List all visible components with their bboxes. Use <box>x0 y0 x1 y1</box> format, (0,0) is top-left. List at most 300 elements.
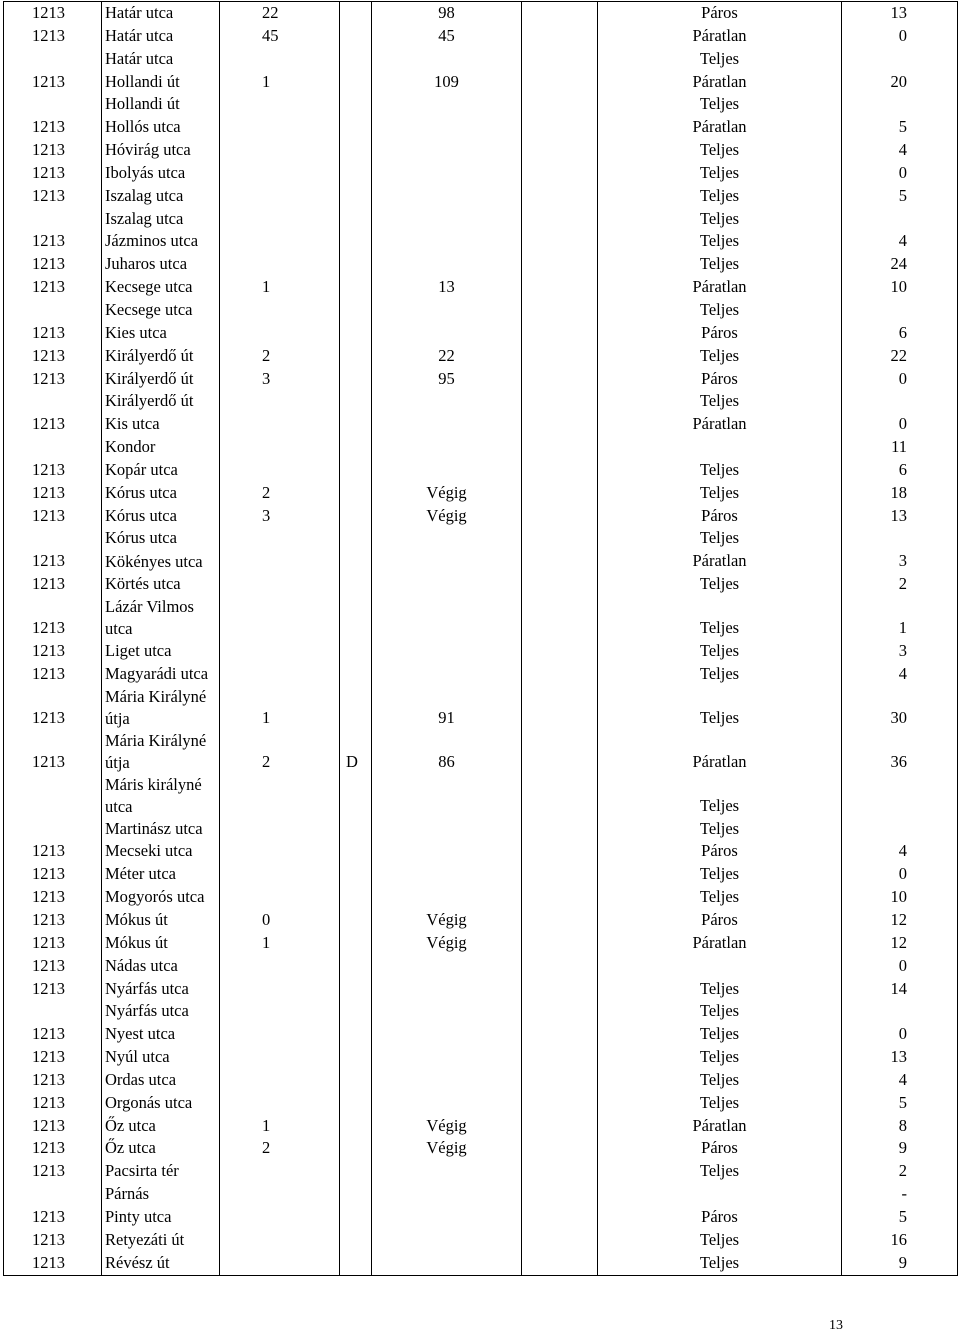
to-number-cell: Végig <box>372 932 522 955</box>
zip-cell <box>4 527 102 550</box>
to-number-cell <box>372 1206 522 1229</box>
street-name-cell: Hollandi út <box>102 71 220 94</box>
table-row <box>4 640 958 663</box>
count-cell: 5 <box>842 116 958 139</box>
parity-cell: Páratlan <box>598 932 842 955</box>
table-row <box>4 818 958 841</box>
from-suffix-cell <box>340 345 372 368</box>
table-row <box>4 596 958 640</box>
from-suffix-cell <box>340 978 372 1001</box>
zip-cell: 1213 <box>4 482 102 505</box>
street-name-cell: Nyárfás utca <box>102 1000 220 1023</box>
to-number-cell: 86 <box>372 730 522 774</box>
count-cell: 0 <box>842 863 958 886</box>
zip-cell: 1213 <box>4 230 102 253</box>
from-number-cell <box>220 1092 340 1115</box>
from-suffix-cell <box>340 116 372 139</box>
parity-cell: Teljes <box>598 1046 842 1069</box>
parity-cell: Páros <box>598 840 842 863</box>
table-row <box>4 139 958 162</box>
to-number-cell <box>372 818 522 841</box>
count-cell: 16 <box>842 1229 958 1252</box>
parity-cell: Teljes <box>598 345 842 368</box>
parity-cell: Teljes <box>598 139 842 162</box>
zip-cell: 1213 <box>4 863 102 886</box>
zip-cell: 1213 <box>4 459 102 482</box>
parity-cell: Teljes <box>598 230 842 253</box>
parity-cell: Teljes <box>598 886 842 909</box>
from-suffix-cell <box>340 1160 372 1183</box>
to-number-cell <box>372 162 522 185</box>
street-name-cell: Kórus utca <box>102 527 220 550</box>
from-number-cell <box>220 1160 340 1183</box>
to-number-cell <box>372 253 522 276</box>
zip-cell: 1213 <box>4 1092 102 1115</box>
from-suffix-cell <box>340 596 372 640</box>
to-number-cell <box>372 185 522 208</box>
street-name-cell: Méter utca <box>102 863 220 886</box>
zip-cell: 1213 <box>4 71 102 94</box>
zip-cell: 1213 <box>4 1046 102 1069</box>
to-suffix-cell <box>522 208 598 231</box>
parity-cell: Teljes <box>598 818 842 841</box>
parity-cell: Teljes <box>598 596 842 640</box>
to-number-cell <box>372 663 522 686</box>
table-row <box>4 774 958 818</box>
from-suffix-cell <box>340 1069 372 1092</box>
from-suffix-cell <box>340 886 372 909</box>
parity-cell: Páratlan <box>598 730 842 774</box>
zip-cell: 1213 <box>4 955 102 978</box>
to-suffix-cell <box>522 1092 598 1115</box>
count-cell: 2 <box>842 1160 958 1183</box>
from-number-cell <box>220 185 340 208</box>
parity-cell <box>598 955 842 978</box>
from-number-cell <box>220 1000 340 1023</box>
to-suffix-cell <box>522 1137 598 1160</box>
table-row <box>4 1252 958 1275</box>
to-number-cell <box>372 863 522 886</box>
count-cell: 12 <box>842 932 958 955</box>
from-number-cell <box>220 863 340 886</box>
table-row <box>4 208 958 231</box>
zip-cell: 1213 <box>4 413 102 436</box>
to-suffix-cell <box>522 459 598 482</box>
to-number-cell <box>372 1000 522 1023</box>
from-suffix-cell <box>340 162 372 185</box>
parity-cell: Teljes <box>598 1229 842 1252</box>
to-number-cell <box>372 436 522 459</box>
to-number-cell <box>372 1092 522 1115</box>
count-cell: 0 <box>842 955 958 978</box>
from-number-cell <box>220 459 340 482</box>
street-name-cell: Pinty utca <box>102 1206 220 1229</box>
to-number-cell <box>372 840 522 863</box>
zip-cell: 1213 <box>4 909 102 932</box>
parity-cell: Páratlan <box>598 413 842 436</box>
to-suffix-cell <box>522 230 598 253</box>
zip-cell: 1213 <box>4 2 102 25</box>
from-number-cell <box>220 322 340 345</box>
street-name-cell: Magyarádi utca <box>102 663 220 686</box>
count-cell: - <box>842 1183 958 1206</box>
from-suffix-cell <box>340 909 372 932</box>
street-name-cell: Nyest utca <box>102 1023 220 1046</box>
from-suffix-cell <box>340 2 372 25</box>
to-number-cell: 22 <box>372 345 522 368</box>
parity-cell: Páros <box>598 2 842 25</box>
table-row <box>4 1069 958 1092</box>
zip-cell: 1213 <box>4 550 102 573</box>
count-cell <box>842 299 958 322</box>
from-number-cell: 0 <box>220 909 340 932</box>
count-cell: 12 <box>842 909 958 932</box>
street-name-cell: Pacsirta tér <box>102 1160 220 1183</box>
count-cell <box>842 1000 958 1023</box>
to-suffix-cell <box>522 1160 598 1183</box>
count-cell: 4 <box>842 230 958 253</box>
table-row <box>4 276 958 299</box>
from-suffix-cell <box>340 48 372 71</box>
from-number-cell <box>220 253 340 276</box>
from-suffix-cell <box>340 25 372 48</box>
to-suffix-cell <box>522 640 598 663</box>
street-name-cell: Mecseki utca <box>102 840 220 863</box>
table-row <box>4 550 958 573</box>
to-suffix-cell <box>522 93 598 116</box>
from-suffix-cell <box>340 276 372 299</box>
table-row <box>4 730 958 774</box>
street-name-cell: Kis utca <box>102 413 220 436</box>
to-suffix-cell <box>522 1000 598 1023</box>
street-name-cell: Kecsege utca <box>102 276 220 299</box>
to-suffix-cell <box>522 596 598 640</box>
from-suffix-cell <box>340 1252 372 1275</box>
to-suffix-cell <box>522 436 598 459</box>
from-number-cell: 2 <box>220 345 340 368</box>
to-suffix-cell <box>522 550 598 573</box>
count-cell: 20 <box>842 71 958 94</box>
from-suffix-cell <box>340 1115 372 1138</box>
table-row <box>4 1023 958 1046</box>
count-cell: 8 <box>842 1115 958 1138</box>
table-row <box>4 1160 958 1183</box>
from-suffix-cell <box>340 640 372 663</box>
table-row <box>4 909 958 932</box>
parity-cell: Páratlan <box>598 25 842 48</box>
from-suffix-cell <box>340 840 372 863</box>
street-name-cell: Révész út <box>102 1252 220 1275</box>
table-row <box>4 1229 958 1252</box>
from-suffix-cell <box>340 436 372 459</box>
count-cell: 6 <box>842 322 958 345</box>
to-suffix-cell <box>522 909 598 932</box>
from-number-cell: 45 <box>220 25 340 48</box>
to-suffix-cell <box>522 527 598 550</box>
zip-cell: 1213 <box>4 368 102 391</box>
table-row <box>4 230 958 253</box>
count-cell: 5 <box>842 1206 958 1229</box>
parity-cell: Teljes <box>598 93 842 116</box>
zip-cell: 1213 <box>4 139 102 162</box>
parity-cell: Teljes <box>598 1252 842 1275</box>
to-suffix-cell <box>522 368 598 391</box>
from-number-cell <box>220 1069 340 1092</box>
to-suffix-cell <box>522 818 598 841</box>
to-number-cell: Végig <box>372 1137 522 1160</box>
table-row <box>4 840 958 863</box>
parity-cell: Teljes <box>598 573 842 596</box>
count-cell: 11 <box>842 436 958 459</box>
table-row <box>4 345 958 368</box>
table-row <box>4 48 958 71</box>
count-cell: 10 <box>842 276 958 299</box>
street-name-cell: Körtés utca <box>102 573 220 596</box>
table-row <box>4 2 958 25</box>
street-name-cell: Kökényes utca <box>102 550 220 573</box>
street-name-cell: Határ utca <box>102 2 220 25</box>
count-cell: 22 <box>842 345 958 368</box>
from-number-cell <box>220 886 340 909</box>
count-cell: 0 <box>842 162 958 185</box>
to-suffix-cell <box>522 1206 598 1229</box>
parity-cell: Páros <box>598 1206 842 1229</box>
table-row <box>4 459 958 482</box>
from-suffix-cell <box>340 774 372 818</box>
from-number-cell <box>220 48 340 71</box>
from-suffix-cell <box>340 1183 372 1206</box>
parity-cell: Teljes <box>598 482 842 505</box>
table-row <box>4 886 958 909</box>
table-row <box>4 185 958 208</box>
parity-cell <box>598 436 842 459</box>
zip-cell: 1213 <box>4 932 102 955</box>
zip-cell <box>4 774 102 818</box>
to-number-cell <box>372 208 522 231</box>
zip-cell <box>4 93 102 116</box>
to-suffix-cell <box>522 139 598 162</box>
to-number-cell <box>372 413 522 436</box>
count-cell: 4 <box>842 139 958 162</box>
to-suffix-cell <box>522 482 598 505</box>
parity-cell: Páros <box>598 909 842 932</box>
to-number-cell <box>372 527 522 550</box>
street-name-cell: Mária Királyné útja <box>102 686 220 730</box>
to-number-cell <box>372 1229 522 1252</box>
count-cell: 3 <box>842 640 958 663</box>
parity-cell: Teljes <box>598 863 842 886</box>
from-suffix-cell <box>340 459 372 482</box>
from-suffix-cell <box>340 550 372 573</box>
table-row <box>4 1115 958 1138</box>
table-row <box>4 1000 958 1023</box>
parity-cell: Teljes <box>598 185 842 208</box>
from-number-cell <box>220 774 340 818</box>
zip-cell: 1213 <box>4 276 102 299</box>
street-name-cell: Lázár Vilmos utca <box>102 596 220 640</box>
table-row <box>4 390 958 413</box>
to-number-cell: 91 <box>372 686 522 730</box>
to-number-cell <box>372 886 522 909</box>
parity-cell: Páratlan <box>598 276 842 299</box>
from-suffix-cell <box>340 1137 372 1160</box>
table-row <box>4 1137 958 1160</box>
to-number-cell: 95 <box>372 368 522 391</box>
table-row <box>4 573 958 596</box>
to-suffix-cell <box>522 299 598 322</box>
to-number-cell <box>372 299 522 322</box>
table-row <box>4 162 958 185</box>
to-suffix-cell <box>522 886 598 909</box>
parity-cell: Teljes <box>598 1023 842 1046</box>
from-suffix-cell <box>340 932 372 955</box>
table-row <box>4 1046 958 1069</box>
zip-cell <box>4 208 102 231</box>
from-number-cell <box>220 139 340 162</box>
parity-cell: Teljes <box>598 162 842 185</box>
table-row <box>4 863 958 886</box>
street-name-cell: Határ utca <box>102 48 220 71</box>
to-suffix-cell <box>522 322 598 345</box>
street-name-cell: Hollós utca <box>102 116 220 139</box>
from-number-cell: 1 <box>220 686 340 730</box>
zip-cell: 1213 <box>4 25 102 48</box>
street-name-cell: Kecsege utca <box>102 299 220 322</box>
from-number-cell <box>220 93 340 116</box>
from-suffix-cell <box>340 505 372 528</box>
parity-cell: Páros <box>598 368 842 391</box>
count-cell <box>842 527 958 550</box>
to-suffix-cell <box>522 1229 598 1252</box>
from-suffix-cell <box>340 863 372 886</box>
to-number-cell <box>372 1046 522 1069</box>
from-suffix-cell <box>340 1206 372 1229</box>
count-cell: 36 <box>842 730 958 774</box>
street-name-cell: Királyerdő út <box>102 390 220 413</box>
to-suffix-cell <box>522 1069 598 1092</box>
zip-cell <box>4 48 102 71</box>
count-cell: 13 <box>842 505 958 528</box>
to-number-cell <box>372 550 522 573</box>
from-number-cell <box>220 1046 340 1069</box>
count-cell <box>842 93 958 116</box>
table-row <box>4 932 958 955</box>
from-suffix-cell <box>340 1092 372 1115</box>
street-name-cell: Martinász utca <box>102 818 220 841</box>
to-suffix-cell <box>522 774 598 818</box>
count-cell <box>842 208 958 231</box>
zip-cell: 1213 <box>4 1252 102 1275</box>
parity-cell: Páratlan <box>598 116 842 139</box>
to-suffix-cell <box>522 253 598 276</box>
to-suffix-cell <box>522 185 598 208</box>
to-number-cell <box>372 1183 522 1206</box>
to-suffix-cell <box>522 390 598 413</box>
table-row <box>4 253 958 276</box>
parity-cell: Teljes <box>598 299 842 322</box>
table-row <box>4 1183 958 1206</box>
to-number-cell <box>372 640 522 663</box>
table-row <box>4 505 958 528</box>
from-suffix-cell <box>340 1046 372 1069</box>
parity-cell: Teljes <box>598 663 842 686</box>
to-number-cell <box>372 978 522 1001</box>
to-number-cell <box>372 322 522 345</box>
count-cell: 0 <box>842 413 958 436</box>
from-number-cell: 1 <box>220 1115 340 1138</box>
to-number-cell: Végig <box>372 482 522 505</box>
street-name-cell: Máris királyné utca <box>102 774 220 818</box>
from-number-cell <box>220 840 340 863</box>
parity-cell <box>598 1183 842 1206</box>
street-name-cell: Nyárfás utca <box>102 978 220 1001</box>
street-name-cell: Mókus út <box>102 909 220 932</box>
from-suffix-cell <box>340 663 372 686</box>
street-name-cell: Határ utca <box>102 25 220 48</box>
to-number-cell: 13 <box>372 276 522 299</box>
to-number-cell: 98 <box>372 2 522 25</box>
count-cell: 30 <box>842 686 958 730</box>
from-number-cell <box>220 208 340 231</box>
zip-cell: 1213 <box>4 505 102 528</box>
from-suffix-cell <box>340 573 372 596</box>
count-cell: 0 <box>842 25 958 48</box>
to-number-cell <box>372 93 522 116</box>
to-suffix-cell <box>522 413 598 436</box>
to-suffix-cell <box>522 276 598 299</box>
table-row <box>4 322 958 345</box>
from-suffix-cell <box>340 253 372 276</box>
from-number-cell <box>220 162 340 185</box>
from-number-cell <box>220 596 340 640</box>
zip-cell: 1213 <box>4 1137 102 1160</box>
zip-cell: 1213 <box>4 886 102 909</box>
from-suffix-cell <box>340 527 372 550</box>
to-suffix-cell <box>522 162 598 185</box>
to-number-cell <box>372 1023 522 1046</box>
from-suffix-cell <box>340 1229 372 1252</box>
from-number-cell: 3 <box>220 368 340 391</box>
to-number-cell <box>372 1252 522 1275</box>
zip-cell: 1213 <box>4 1229 102 1252</box>
count-cell: 0 <box>842 1023 958 1046</box>
to-suffix-cell <box>522 573 598 596</box>
to-number-cell <box>372 390 522 413</box>
table-row <box>4 368 958 391</box>
to-number-cell <box>372 573 522 596</box>
parity-cell: Teljes <box>598 640 842 663</box>
table-row <box>4 482 958 505</box>
from-suffix-cell <box>340 93 372 116</box>
from-number-cell <box>220 1229 340 1252</box>
zip-cell: 1213 <box>4 573 102 596</box>
from-number-cell: 2 <box>220 730 340 774</box>
from-suffix-cell <box>340 686 372 730</box>
street-name-cell: Nádas utca <box>102 955 220 978</box>
to-suffix-cell <box>522 505 598 528</box>
from-number-cell <box>220 1252 340 1275</box>
street-name-cell: Nyúl utca <box>102 1046 220 1069</box>
table-row <box>4 71 958 94</box>
street-name-cell: Iszalag utca <box>102 185 220 208</box>
table-row <box>4 413 958 436</box>
from-number-cell: 1 <box>220 71 340 94</box>
zip-cell: 1213 <box>4 596 102 640</box>
street-name-cell: Párnás <box>102 1183 220 1206</box>
zip-cell: 1213 <box>4 162 102 185</box>
count-cell: 18 <box>842 482 958 505</box>
table-row <box>4 955 958 978</box>
